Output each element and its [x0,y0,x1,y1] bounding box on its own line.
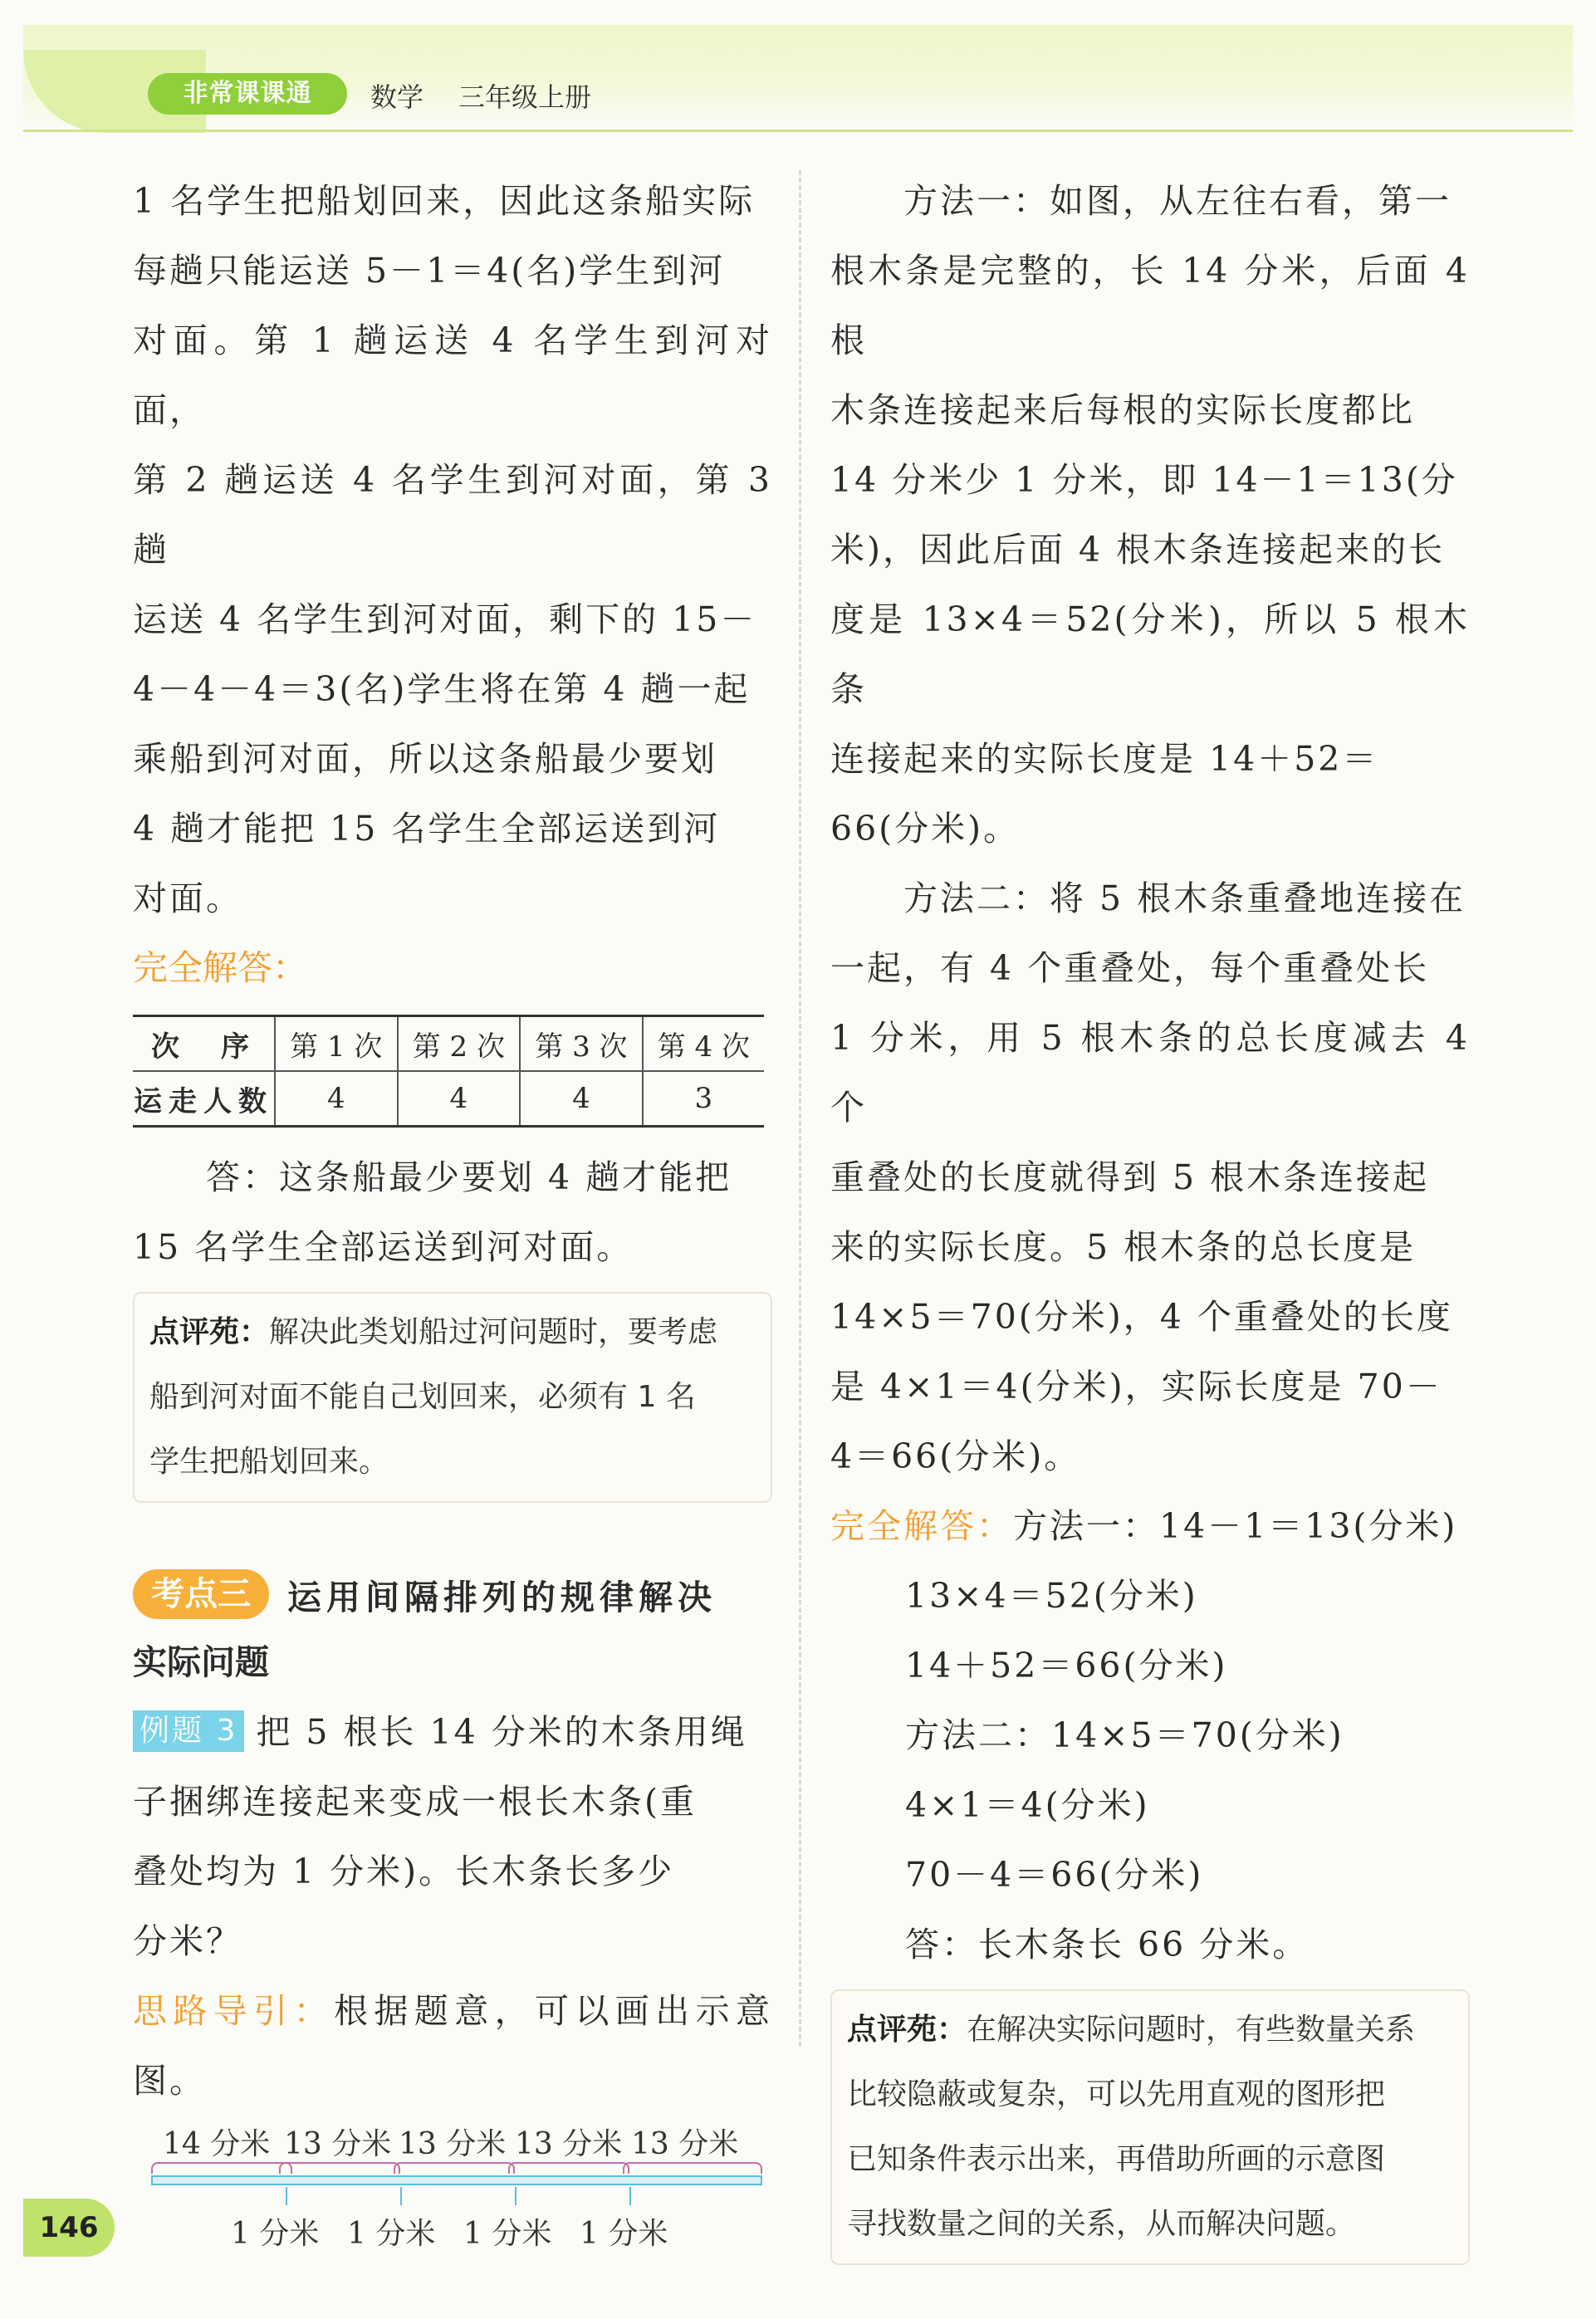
comment-label: 点评苑： [847,2013,967,2047]
overlap-label: 1 分米 [463,2217,552,2251]
guide-line [133,1976,772,2116]
text-line [133,1697,772,1767]
header-rule [23,130,1573,132]
comment-label: 点评苑： [149,1315,270,1349]
text-line: 是 4×1＝4(分米)，实际长度是 70－ [830,1367,1442,1407]
comment-line: 学生把船划回来。 [149,1445,389,1479]
solution-line: 13×4＝52(分米) [905,1576,1198,1616]
text-line: 运送 4 名学生到河对面，剩下的 15－ [133,599,757,639]
page-number: 146 [23,2199,115,2257]
text-line: 4－4－4＝3(名)学生将在第 4 趟一起 [133,669,751,709]
segment-brace [394,2162,515,2174]
column-divider [799,170,801,2047]
table-row [133,1071,764,1127]
overlap-marker [629,2187,631,2205]
text-line: 木条连接起来后每根的实际长度都比 [830,390,1415,430]
text-line: 乘船到河对面，所以这条船最少要划 [133,739,717,779]
text-line: 分米？ [133,1921,242,1961]
header-subject: 数学 [370,81,424,113]
wood-strip-diagram [133,2121,772,2270]
text-line: 14 分米少 1 分米，即 14－1＝13(分 [830,460,1458,500]
text-line: 叠处均为 1 分米)。长木条长多少 [133,1852,675,1891]
segment-label: 13 分米 [399,2127,507,2161]
comment-line [149,1300,756,1365]
table-row [133,1016,764,1072]
transport-table [133,1015,764,1128]
text-line: 第 2 趟运送 4 名学生到河对面，第 3 趟 [133,460,772,570]
table-column-header: 第 1 次 [275,1016,398,1072]
table-column-header: 第 4 次 [643,1016,764,1072]
table-cell: 4 [398,1071,521,1127]
table-column-header: 第 2 次 [398,1016,521,1072]
solution-text: 方法一：14－1＝13(分米) [1013,1506,1458,1546]
comment-text: 在解决实际问题时，有些数量关系 [967,2013,1416,2047]
guide-label: 思路导引： [133,1991,334,2031]
answer-line: 15 名学生全部运送到河对面。 [133,1227,634,1267]
text-line: 子捆绑连接起来变成一根长木条(重 [133,1782,697,1822]
solution-block [830,1561,1470,1979]
segment-brace [151,2162,292,2174]
text-line: 重叠处的长度就得到 5 根木条连接起 [830,1157,1430,1197]
comment-line [847,1998,1453,2062]
segment-label: 13 分米 [631,2127,739,2161]
text-line: 根木条是完整的，长 14 分米，后面 4 根 [830,251,1470,360]
text-line: 14×5＝70(分米)，4 个重叠处的长度 [830,1297,1453,1337]
text-line: 方法一：如图，从左往右看，第一 [903,181,1452,221]
segment-brace [279,2162,400,2174]
overlap-label: 1 分米 [347,2217,436,2251]
overlap-label: 1 分米 [231,2217,320,2251]
text-line: 66(分米)。 [830,809,1021,849]
kaodian-title-continued: 实际问题 [133,1642,269,1682]
table-column-header: 第 3 次 [520,1016,643,1072]
solution-line: 方法二：14×5＝70(分米) [905,1715,1344,1755]
solution-line: 14＋52＝66(分米) [905,1646,1228,1685]
guide-text: 根据题意，可以画出示意图。 [133,1991,772,2101]
text-line: 对面。第 1 趟运送 4 名学生到河对面， [133,320,772,430]
left-column [133,166,772,2270]
table-cell: 4 [275,1071,398,1127]
full-answer-heading: 完全解答： [133,947,308,988]
segment-label: 13 分米 [515,2127,623,2161]
text-line: 对面。 [133,878,242,918]
answer-line: 答：这条船最少要划 4 趟才能把 [206,1157,732,1197]
kaodian-heading [133,1561,772,1627]
solution-line: 答：长木条长 66 分米。 [905,1925,1310,1964]
text-line: 每趟只能运送 5－1＝4(名)学生到河 [133,251,726,291]
comment-box [830,1989,1470,2265]
overlap-marker [286,2187,287,2205]
overlap-marker [515,2187,516,2205]
text-line: 米)，因此后面 4 根木条连接起来的长 [830,530,1446,570]
brand-badge: 非常课课通 [148,73,347,115]
comment-line: 船到河对面不能自己划回来，必须有 1 名 [149,1380,696,1414]
comment-line: 寻找数量之间的关系，从而解决问题。 [847,2207,1356,2241]
comment-line: 比较隐蔽或复杂，可以先用直观的图形把 [847,2077,1386,2111]
kaodian-title: 运用间隔排列的规律解决 [287,1577,717,1617]
wood-strip [151,2175,762,2185]
example-text: 把 5 根长 14 分米的木条用绳 [256,1712,747,1752]
solution-line: 70－4＝66(分米) [905,1855,1204,1895]
solution-first-line [830,1491,1470,1561]
segment-label: 13 分米 [284,2127,392,2161]
method-two-paragraph [830,864,1470,1491]
segment-label: 14 分米 [163,2127,271,2161]
text-line: 来的实际长度。5 根木条的总长度是 [830,1227,1417,1267]
segment-brace [623,2162,762,2174]
table-row-header: 运走人数 [133,1071,275,1127]
comment-line: 已知条件表示出来，再借助所画的示意图 [847,2142,1386,2176]
overlap-label: 1 分米 [580,2217,668,2251]
table-row-header: 次 序 [133,1016,275,1072]
header-grade: 三年级上册 [458,81,592,113]
kaodian-tag: 考点三 [133,1569,269,1619]
comment-box [133,1292,772,1503]
right-column [830,166,1470,2265]
full-answer-heading: 完全解答： [830,1506,1013,1546]
example-problem [133,1697,772,1976]
method-one-paragraph [830,166,1470,864]
overlap-marker [400,2187,402,2205]
intro-paragraph [133,166,772,933]
text-line: 方法二：将 5 根木条重叠地连接在 [903,878,1466,918]
text-line: 度是 13×4＝52(分米)，所以 5 根木条 [830,599,1470,709]
comment-text: 解决此类划船过河问题时，要考虑 [269,1315,718,1349]
text-line: 4 趟才能把 15 名学生全部运送到河 [133,809,721,849]
text-line: 一起，有 4 个重叠处，每个重叠处长 [830,948,1430,988]
text-line: 1 名学生把船划回来，因此这条船实际 [133,181,756,221]
solution-line: 4×1＝4(分米) [905,1785,1150,1825]
example-tag: 例题 3 [133,1710,244,1752]
text-line: 连接起来的实际长度是 14＋52＝ [830,739,1379,779]
table-cell: 3 [643,1071,764,1127]
text-line: 1 分米，用 5 根木条的总长度减去 4 个 [830,1018,1470,1128]
segment-brace [508,2162,629,2174]
text-line: 4＝66(分米)。 [830,1436,1081,1476]
table-cell: 4 [520,1071,643,1127]
